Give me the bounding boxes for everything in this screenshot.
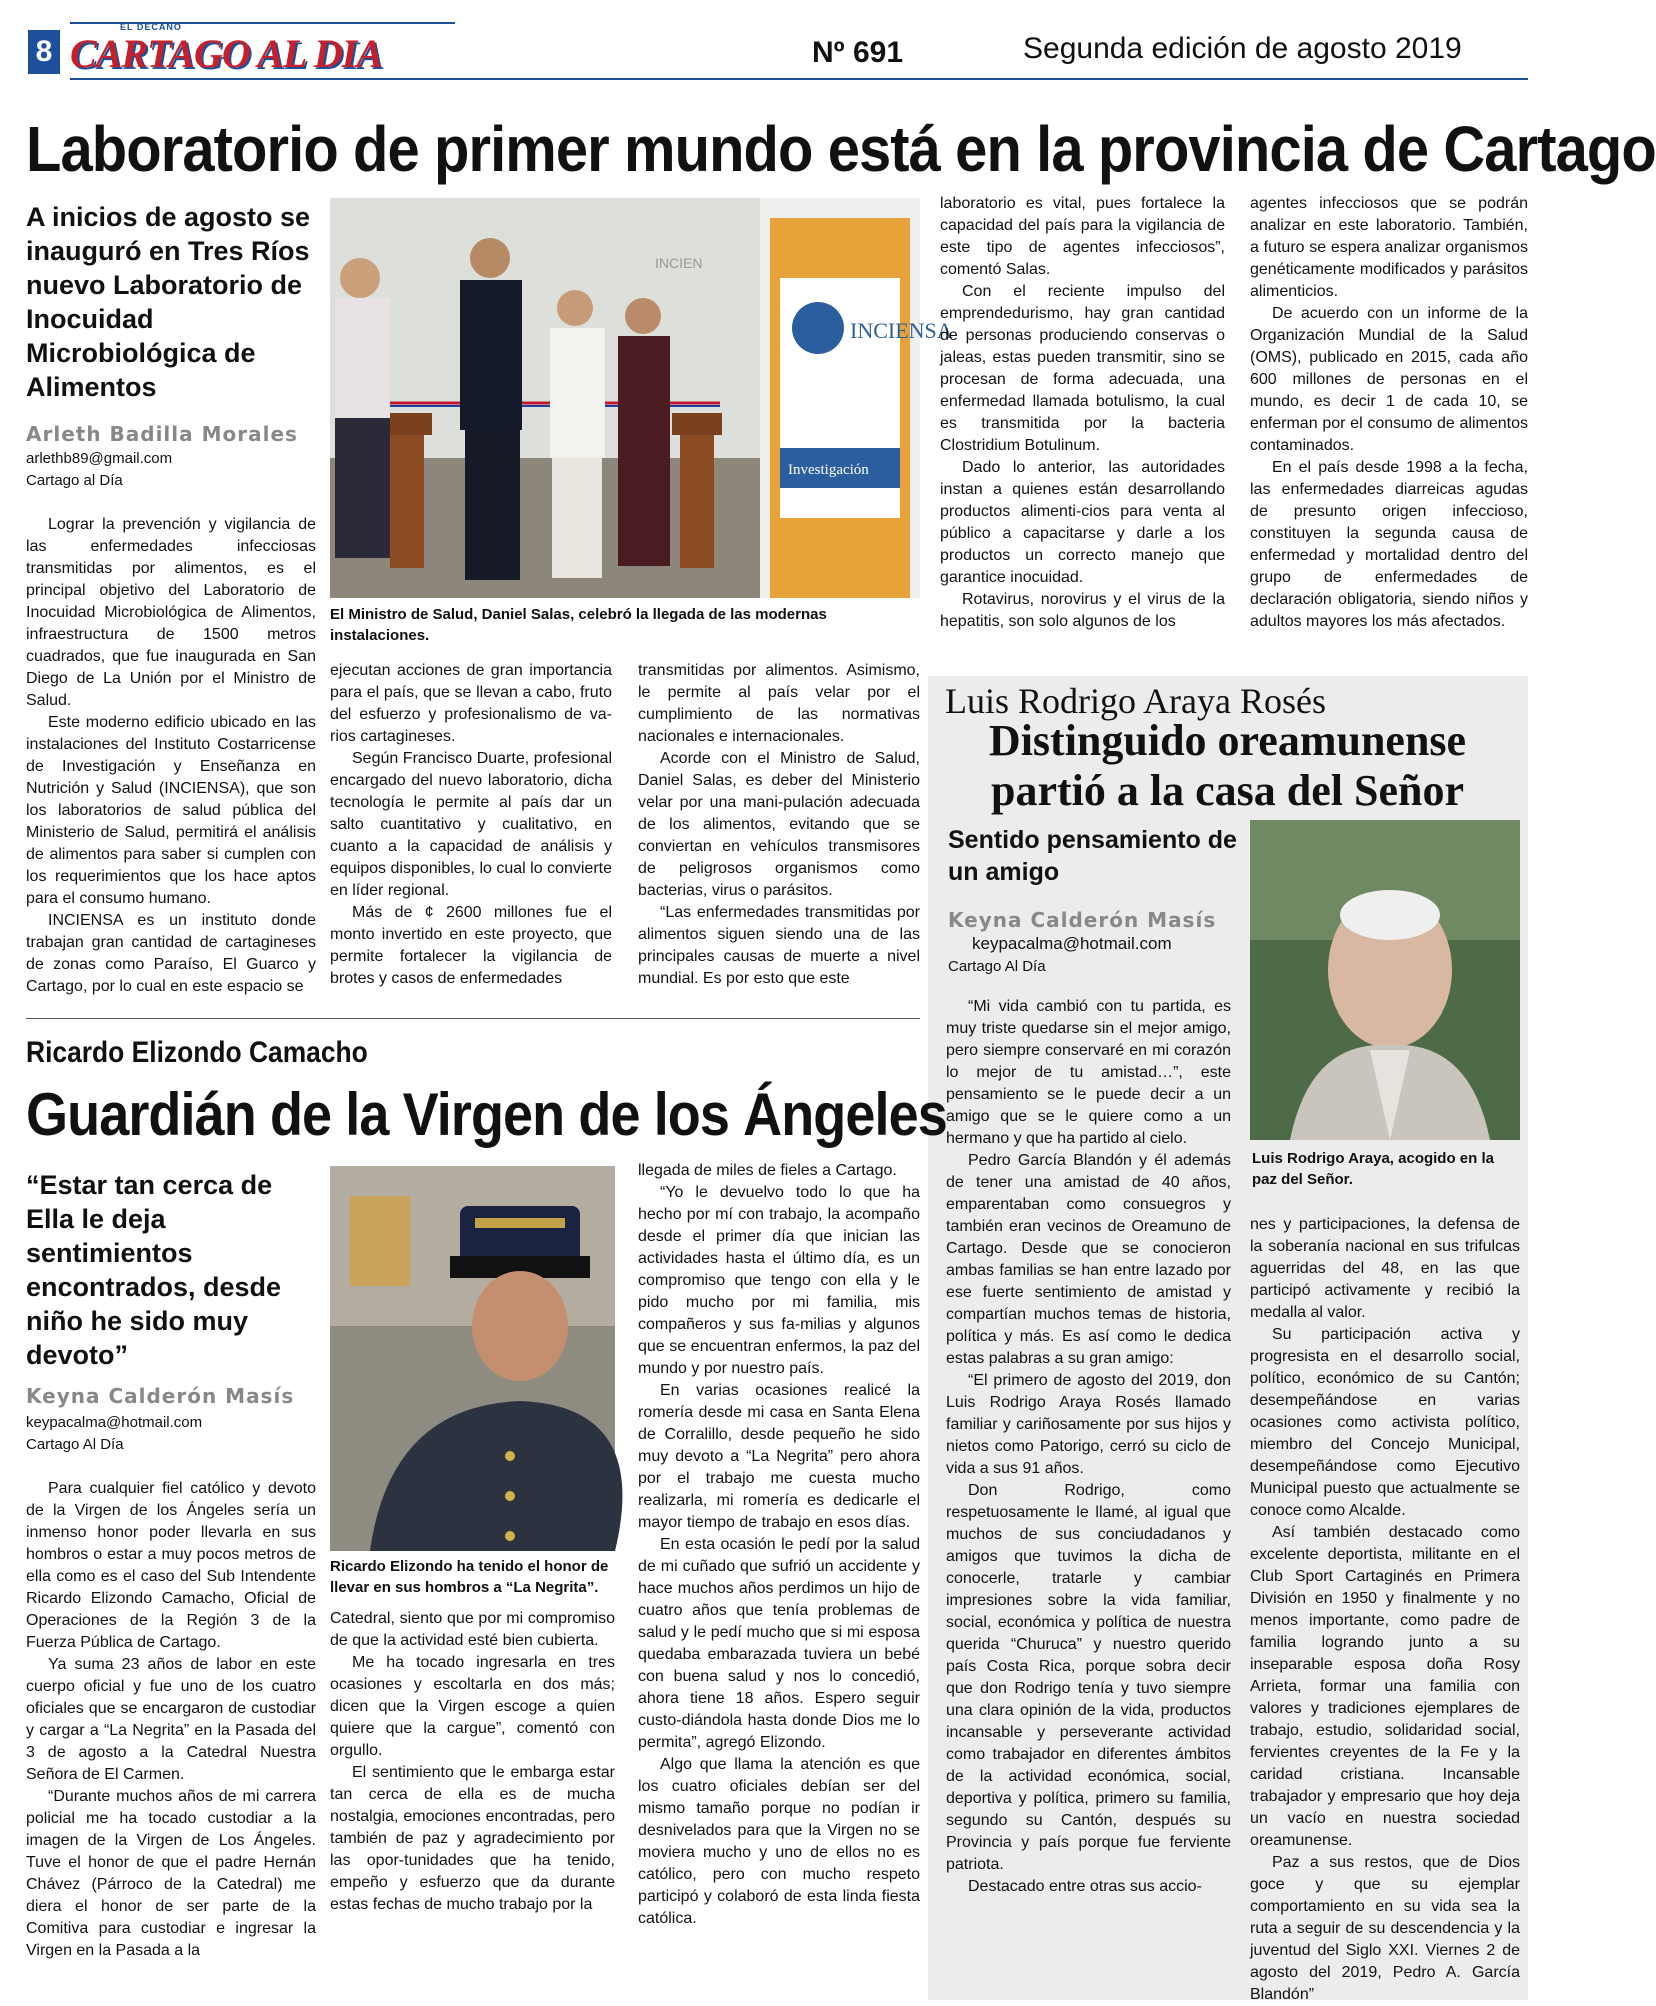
paragraph: Acorde con el Ministro de Salud, Daniel Salas, es deber del Ministerio velar por una mani-pulación adecuada de los alimentos, evitando que se conviertan en vehículos transmisores de peligrosos organismos como bacterias, virus o parásitos.: [638, 750, 920, 899]
article1-email: arlethb89@gmail.com: [26, 450, 173, 467]
paragraph: ejecutan acciones de gran importancia para el país, que se llevan a cabo, fruto del esfuerzo y profesionalismo de va-rios cartagineses.: [330, 662, 612, 745]
article2-column-3: [638, 1160, 920, 1930]
issue-number: Nº 691: [812, 36, 904, 69]
article1-column-4: [940, 193, 1225, 633]
paragraph: Ya suma 23 años de labor en este cuerpo oficial y fue uno de los cuatro oficiales que se encargaron de custodiar y cargar a “La Negrita” en la Pasada del 3 de agosto a la Catedral Nuestra Señora de El Carmen.: [26, 1656, 316, 1783]
article3-kicker: Luis Rodrigo Araya Rosés: [945, 681, 1326, 721]
paragraph: Don Rodrigo, como respetuosamente le llamé, al igual que muchos de sus conciudadanos y amigos que tuvimos la dicha de conocerle, tratarle y cambiar impresiones sobre la vida familiar, social, económica y política de nuestra querida “Churuca” y nuestro querido país Costa Rica, porque sobra decir que don Rodrigo tenía y tuvo siempre una clara opinión de la vida, productos incansable y perseverante actividad como trabajador en diferentes ámbitos de la actividad económica, social, deportiva y política, primero su familia, segundo su Cantón, después su Provincia y país porque fue ferviente patriota.: [946, 1482, 1231, 1873]
article1-deck: A inicios de agosto se inauguró en Tres Ríos nuevo Laboratorio de Inocuidad Microbiológica de Alimentos: [26, 202, 311, 402]
article1-photo-caption: El Ministro de Salud, Daniel Salas, celebró la llegada de las modernas instalaciones.: [330, 606, 827, 644]
ribbon-cutting-illustration: [330, 198, 953, 598]
paragraph: De acuerdo con un informe de la Organización Mundial de la Salud (OMS), publicado en 2015, cada año 600 millones de personas en el mundo, es decir 1 de cada 10, se enferman por el consumo de alimentos contaminados.: [1250, 305, 1528, 454]
logo-small-text: EL DECANO: [120, 22, 182, 32]
article3-photo-caption: Luis Rodrigo Araya, acogido en la paz del Señor.: [1252, 1150, 1494, 1188]
paragraph: Rotavirus, norovirus y el virus de la hepatitis, son solo algunos de los: [940, 591, 1225, 630]
article3-deck: Sentido pensamiento de un amigo: [948, 826, 1237, 886]
inciensa-banner-text: INCIENSA: [850, 318, 953, 343]
paragraph: En varias ocasiones realicé la romería desde mi casa en Santa Elena de Corralillo, desde pequeño he sido muy devoto a “La Negrita” pero ahora por el trabajo me cuesta mucho realizarla, mi romería es dedicarle el mayor tiempo de trabajo en esos días.: [638, 1382, 920, 1531]
paragraph: Catedral, siento que por mi compromiso de que la actividad esté bien cubierta.: [330, 1610, 615, 1649]
section-divider: [26, 1018, 920, 1019]
paragraph: “Mi vida cambió con tu partida, es muy triste quedarse sin el mejor amigo, pero siempre conservaré en mi corazón lo mejor de tu amistad…”, este pensamiento se le puede decir a un amigo que se le quiere como a un hermano y que ha partido al cielo.: [946, 998, 1231, 1147]
paragraph: Su participación activa y progresista en el desarrollo social, político, económico de su Cantón; desempeñándose en varias ocasiones como activista político, miembro del Concejo Municipal, desempeñándose como Ejecutivo Municipal puesto que actualmente se conoce como Alcalde.: [1250, 1326, 1520, 1519]
article2-author: Keyna Calderón Masís: [26, 1384, 295, 1408]
paragraph: Paz a sus restos, que de Dios goce y que su ejemplar comportamiento en su vida sea la ruta a seguir de su descendencia y la juventud del Siglo XXI. Viernes 2 de agosto del 2019, Pedro A. García Blandón”: [1250, 1854, 1520, 2003]
paragraph: “Las enfermedades transmitidas por alimentos siguen siendo una de las principales causas de muerte a nivel mundial. Es por esto que este: [638, 904, 920, 987]
article2-deck: “Estar tan cerca de Ella le deja sentimientos encontrados, desde niño he sido muy devoto”: [26, 1170, 282, 1370]
article2-column-1: [26, 1478, 316, 1962]
paragraph: laboratorio es vital, pues fortalece la capacidad del país para la vigilancia de este tipo de agentes infecciosos”, comentó Salas.: [940, 195, 1225, 278]
paragraph: En el país desde 1998 a la fecha, las enfermedades diarreicas agudas de presunto origen infeccioso, constituyen la segunda causa de enfermedad y mortalidad dentro del grupo de enfermedades de declaración obligatoria, siendo niños y adultos mayores los más afectados.: [1250, 459, 1528, 630]
article3-author: Keyna Calderón Masís: [948, 908, 1217, 932]
article3-column-1: [946, 996, 1231, 1898]
paragraph: Me ha tocado ingresarla en tres ocasiones y escoltarla en dos más; dicen que la Virgen escoge a quien quiere que la cargue”, comentó con orgullo.: [330, 1654, 615, 1759]
inciensa-wall-text: INCIEN: [655, 255, 703, 271]
article1-column-2: [330, 660, 612, 990]
paragraph: Este moderno edificio ubicado en las instalaciones del Instituto Costarricense de Investigación y Enseñanza en Nutrición y Salud (INCIENSA), que son los laboratorios de salud pública del Ministerio de Salud, permitirá el análisis de alimentos para saber si cumplen con los requerimientos que los hace aptos para el consumo humano.: [26, 714, 316, 907]
article1-headline: Laboratorio de primer mundo está en la provincia de Cartago: [26, 113, 1656, 185]
article2-outlet: Cartago Al Día: [26, 1436, 124, 1453]
article2-photo-caption: Ricardo Elizondo ha tenido el honor de llevar en sus hombros a “La Negrita”.: [330, 1558, 609, 1596]
paragraph: Más de ¢ 2600 millones fue el monto invertido en este proyecto, que permite fortalecer la vigilancia de brotes y casos de enfermedades: [330, 904, 612, 987]
portrait-illustration: [1250, 820, 1520, 1140]
paragraph: transmitidas por alimentos. Asimismo, le permite al país velar por el cumplimiento de las normativas nacionales e internacionales.: [638, 662, 920, 745]
inciensa-banner-subtext: Investigación: [788, 462, 869, 478]
paragraph: Algo que llama la atención es que los cuatro oficiales debían ser del mismo tamaño porque no podían ir desnivelados para que la Virgen no se moviera mucho y uno de ellos no es católico, pero con mucho respeto participó y colaboró de esta linda fiesta católica.: [638, 1756, 920, 1927]
article3-outlet: Cartago Al Día: [948, 958, 1046, 975]
officer-portrait-illustration: [330, 1166, 615, 1551]
article1-outlet: Cartago al Día: [26, 472, 123, 489]
paragraph: En esta ocasión le pedí por la salud de mi cuñado que sufrió un accidente y hace muchos años perdimos un hijo de cuatro años que tenía problemas de salud y le pedí mucho que si mi esposa quedaba embarazada tuviera un bebé con buena salud y nos lo concedió, ahora tiene 18 años. Espero seguir custo-diándola hasta donde Dios me lo permita”, agregó Elizondo.: [638, 1536, 920, 1751]
paragraph: Pedro García Blandón y él además de tener una amistad de 40 años, emparentaban como consuegros y también eran vecinos de Oreamuno de Cartago. Desde que se conocieron ambas familias se han entre lazado por ese fuerte sentimiento de amistad y compartían muchos temas de historia, política y más. Es así como le dedica estas palabras a su gran amigo:: [946, 1152, 1231, 1367]
article3-email: keypacalma@hotmail.com: [972, 934, 1172, 953]
article2-email: keypacalma@hotmail.com: [26, 1414, 203, 1431]
paragraph: nes y participaciones, la defensa de la soberanía nacional en sus trifulcas aguerridas del 48, en las que participó activamente y recibió la medalla al valor.: [1250, 1216, 1520, 1321]
paragraph: llegada de miles de fieles a Cartago.: [638, 1162, 897, 1179]
article2-kicker: Ricardo Elizondo Camacho: [26, 1036, 368, 1069]
logo-text: CARTAGO AL DIA: [70, 31, 382, 76]
article3-headline: Distinguido oreamunense partió a la casa del Señor: [988, 716, 1467, 815]
article3-photo: [1250, 820, 1520, 1140]
paragraph: agentes infecciosos que se podrán analizar en este laboratorio. También, a futuro se espera analizar organismos genéticamente modificados y parásitos alimenticios.: [1250, 195, 1528, 300]
paragraph: “Durante muchos años de mi carrera policial me ha tocado custodiar a la imagen de la Virgen de Los Ángeles. Tuve el honor de que el padre Hernán Chávez (Párroco de la Catedral) me diera el honor de ser parte de la Comitiva para custodiar e ingresar la Virgen en la Pasada a la: [26, 1788, 316, 1959]
paragraph: Para cualquier fiel católico y devoto de la Virgen de los Ángeles sería un inmenso honor poder llevarla en sus hombros o estar a muy pocos metros de ella como es el caso del Sub Intendente Ricardo Elizondo Camacho, Oficial de Operaciones de la Región 3 de la Fuerza Pública de Cartago.: [26, 1480, 316, 1651]
paragraph: El sentimiento que le embarga estar tan cerca de ella es de mucha nostalgia, emociones encontradas, pero también de paz y agradecimiento por las opor-tunidades que ha tenido, empeño y esfuerzo que da durante estas fechas de mucho trabajo por la: [330, 1764, 615, 1913]
paragraph: “El primero de agosto del 2019, don Luis Rodrigo Araya Rosés llamado familiar y cariñosamente por sus hijos y nietos como Patorigo, cerró su ciclo de vida a sus 91 años.: [946, 1372, 1231, 1477]
paragraph: Dado lo anterior, las autoridades instan a quienes están desarrollando productos alimenti-cios para venta al público a capacitarse y darle a los productos un correcto manejo que garantice inocuidad.: [940, 459, 1225, 586]
paragraph: Así también destacado como excelente deportista, militante en el Club Sport Cartaginés en Primera División en 1950 y finalmente y no menos importante, como padre de familia logrando junto a su inseparable esposa doña Rosy Arrieta, formar una familia con valores y tradiciones ejemplares de trabajo, estudio, solidaridad social, fervientes creyentes de la Fe y la caridad cristiana. Incansable trabajador y empresario que hoy deja un vacío en nuestra sociedad oreamunense.: [1250, 1524, 1520, 1849]
article2-headline: Guardián de la Virgen de los Ángeles: [26, 1081, 947, 1148]
header-bottom-rule: [70, 78, 1528, 80]
paragraph: Lograr la prevención y vigilancia de las enfermedades infecciosas transmitidas por alimentos, es el principal objetivo del Laboratorio de Inocuidad Microbiológica de Alimentos, infraestructura de 1500 metros cuadrados, que fue inaugurada en San Diego de La Unión por el Ministro de Salud.: [26, 516, 316, 709]
article1-author: Arleth Badilla Morales: [26, 422, 298, 446]
edition-date: Segunda edición de agosto 2019: [1023, 32, 1462, 65]
article2-photo: [330, 1166, 615, 1551]
article1-column-3: [638, 660, 920, 990]
masthead-logo: [70, 22, 382, 80]
paragraph: INCIENSA es un instituto donde trabajan gran cantidad de cartagineses de zonas como Paraíso, El Guarco y Cartago, por lo cual en este espacio se: [26, 912, 316, 995]
article3-column-2: [1250, 1214, 1520, 2006]
paragraph: Destacado entre otras sus accio-: [968, 1878, 1202, 1895]
article2-column-2: [330, 1608, 615, 1916]
paragraph: “Yo le devuelvo todo lo que ha hecho por mí con trabajo, la acompaño desde el primer día que inician las actividades hasta el último día, es un compromiso que tengo con ella y le pido mucho por mi familia, mis compañeros y sus fa-milias y algunos que se encuentran enfermos, la paz del mundo y por nuestro país.: [638, 1184, 920, 1377]
article1-column-5: [1250, 193, 1528, 633]
article1-photo: [330, 198, 953, 598]
page-number: 8: [28, 30, 60, 74]
article1-column-1: [26, 514, 316, 998]
paragraph: Con el reciente impulso del emprendedurismo, hay gran cantidad de personas produciendo conservas o jaleas, estas pueden transmitir, sino se procesan de forma adecuada, una enfermedad llamada botulismo, la cual es transmitida por la bacteria Clostridium Botulinum.: [940, 283, 1225, 454]
paragraph: Según Francisco Duarte, profesional encargado del nuevo laboratorio, dicha tecnología le permite al país dar un salto cuantitativo y cualitativo, en cuanto a la capacidad de análisis y equipos disponibles, lo cual lo convierte en líder regional.: [330, 750, 612, 899]
